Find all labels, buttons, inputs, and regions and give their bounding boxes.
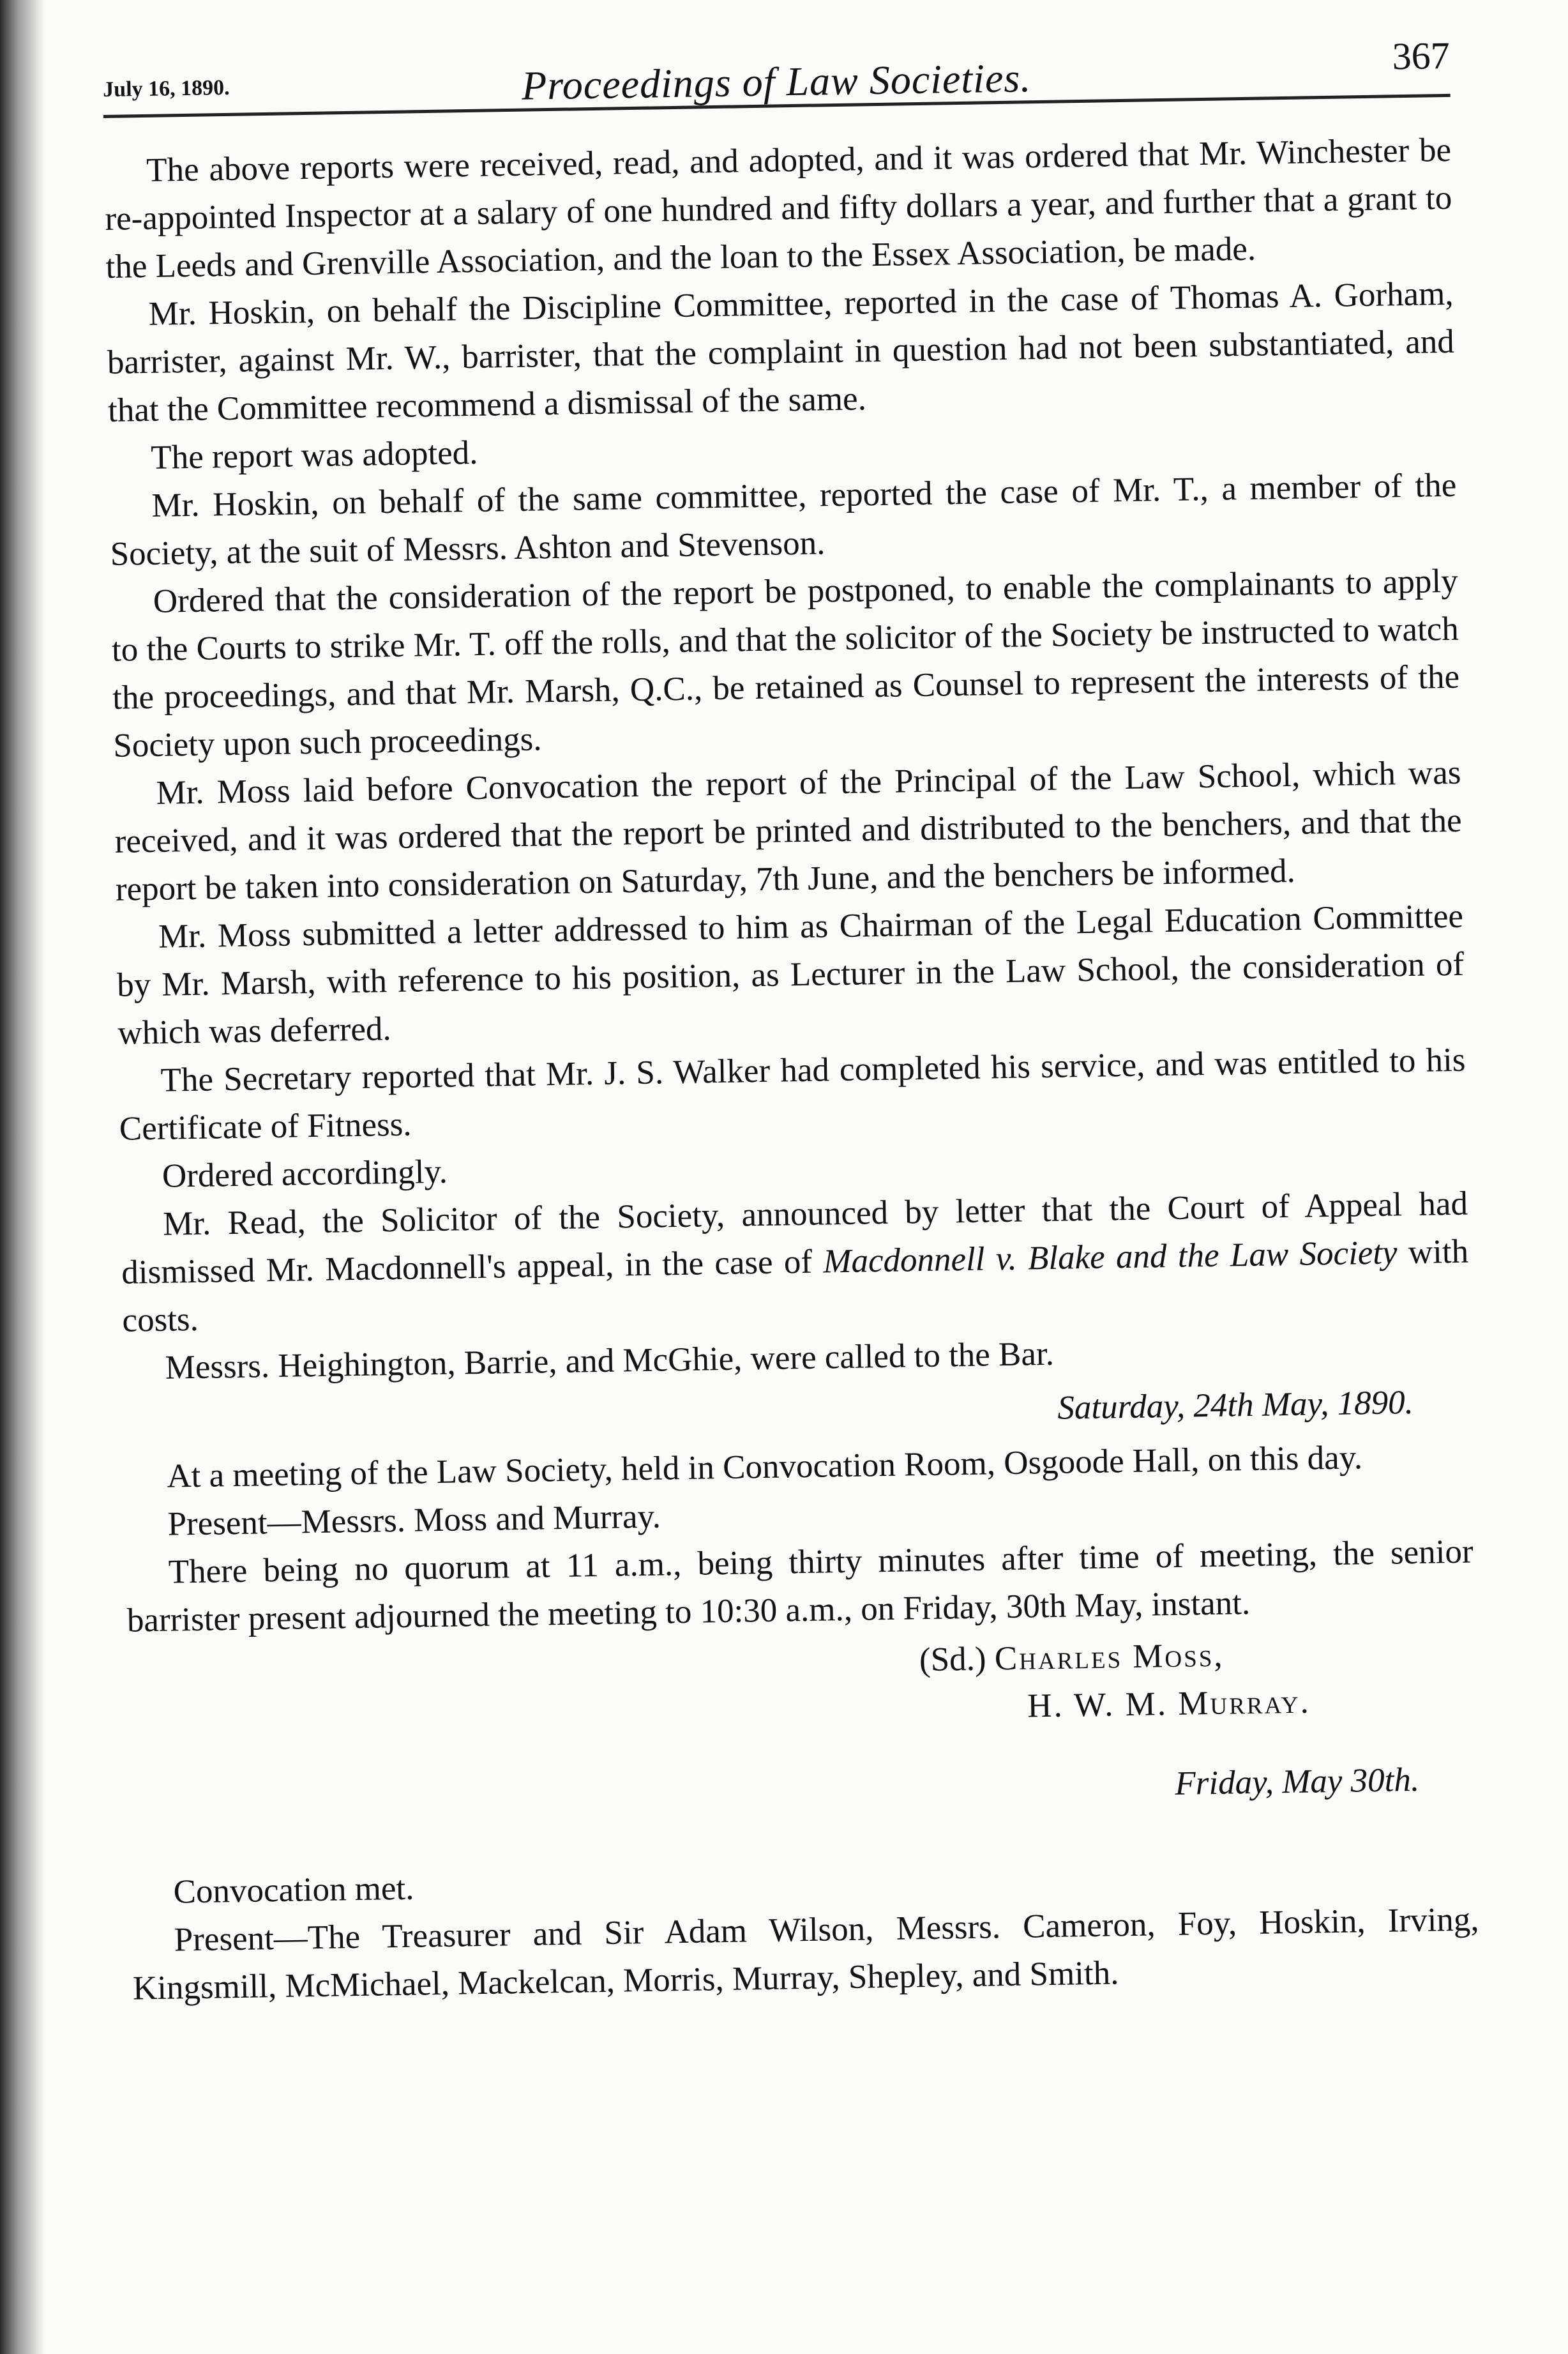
paragraph: Ordered that the consideration of the report be postponed, to enable the complainants to apply to the Courts to strike Mr. T. off the rolls, and that the solicitor of the Society be instructed to watch the proceedings, and that Mr. Marsh, Q.C., be retained as Counsel to represent the interests of the Society upon such proceedings. — [111, 562, 1460, 764]
paragraph: At a meeting of the Law Society, held in Convocation Room, Osgoode Hall, on this day. — [166, 1439, 1363, 1495]
paragraph: The Secretary reported that Mr. J. S. Walker had completed his service, and was entitled to his Certificate of Fitness. — [119, 1041, 1466, 1148]
signature-line-1 — [919, 1628, 1475, 1685]
signature-block — [919, 1628, 1475, 1733]
paragraph: Present—Messrs. Moss and Murray. — [167, 1498, 661, 1543]
case-name: Macdonnell v. Blake and the Law Society — [822, 1234, 1398, 1280]
dateline-friday: Friday, May 30th. — [1174, 1761, 1420, 1802]
dateline-saturday: Saturday, 24th May, 1890. — [1057, 1384, 1414, 1427]
page-number: 367 — [1392, 34, 1451, 78]
paragraph: Mr. Hoskin, on behalf of the same committee, reported the case of Mr. T., a member of the Society, at the suit of Messrs. Ashton and Stevenson. — [110, 466, 1457, 573]
binding-shadow — [0, 0, 45, 2354]
paragraph: There being no quorum at 11 a.m., being thirty minutes after time of meeting, the senior barrister present adjourned the meeting to 10:30 a.m., on Friday, 30th May, instant. — [126, 1533, 1474, 1639]
paragraph: The report was adopted. — [150, 434, 478, 476]
article-body — [104, 126, 1481, 2013]
signature-prefix: (Sd.) — [919, 1640, 987, 1679]
appeal-text-after: with costs. — [122, 1233, 1469, 1339]
signature-name-moss: Charles Moss, — [994, 1636, 1225, 1678]
paragraph: Messrs. Heighington, Barrie, and McGhie, were called to the Bar. — [165, 1335, 1055, 1386]
paragraph: Ordered accordingly. — [162, 1153, 448, 1195]
book-page — [102, 17, 1480, 2013]
paragraph: Convocation met. — [173, 1869, 414, 1911]
appeal-paragraph — [121, 1180, 1470, 1345]
paragraph: Mr. Moss submitted a letter addressed to him as Chairman of the Legal Education Committee by Mr. Marsh, with reference to his position, as Lecturer in the Law School, the consideration of which was deferred. — [116, 897, 1465, 1052]
header-date: July 16, 1890. — [102, 75, 230, 102]
page-title: Proceedings of Law Societies. — [521, 55, 1032, 109]
running-head — [102, 17, 1451, 118]
paragraph: Present—The Treasurer and Sir Adam Wilson, Messrs. Cameron, Foy, Hoskin, Irving, Kingsmill, McMichael, Mackelcan, Morris, Murray, Shepley, and Smith. — [132, 1901, 1479, 2007]
paragraph: The above reports were received, read, and adopted, and it was ordered that Mr. Winchester be re-appointed Inspector at a salary of one hundred and fifty dollars a year, and further that a grant to the Leeds and Grenville Association, and the loan to the Essex Association, be made. — [104, 131, 1452, 285]
appeal-text-before: Mr. Read, the Solicitor of the Society, announced by letter that the Court of Appeal had dismissed Mr. Macdonnell's appeal, in the case of — [121, 1185, 1468, 1291]
paragraph: Mr. Hoskin, on behalf the Discipline Committee, reported in the case of Thomas A. Gorham, barrister, against Mr. W., barrister, that the complaint in question had not been substantiated, and that the Committee recommend a dismissal of the same. — [107, 275, 1455, 429]
paragraph: Mr. Moss laid before Convocation the report of the Principal of the Law School, which was received, and it was ordered that the report be printed and distributed to the benchers, and that the report be taken into consideration on Saturday, 7th June, and the benchers be informed. — [114, 754, 1462, 908]
signature-name-murray: H. W. M. Murray. — [1027, 1683, 1311, 1725]
